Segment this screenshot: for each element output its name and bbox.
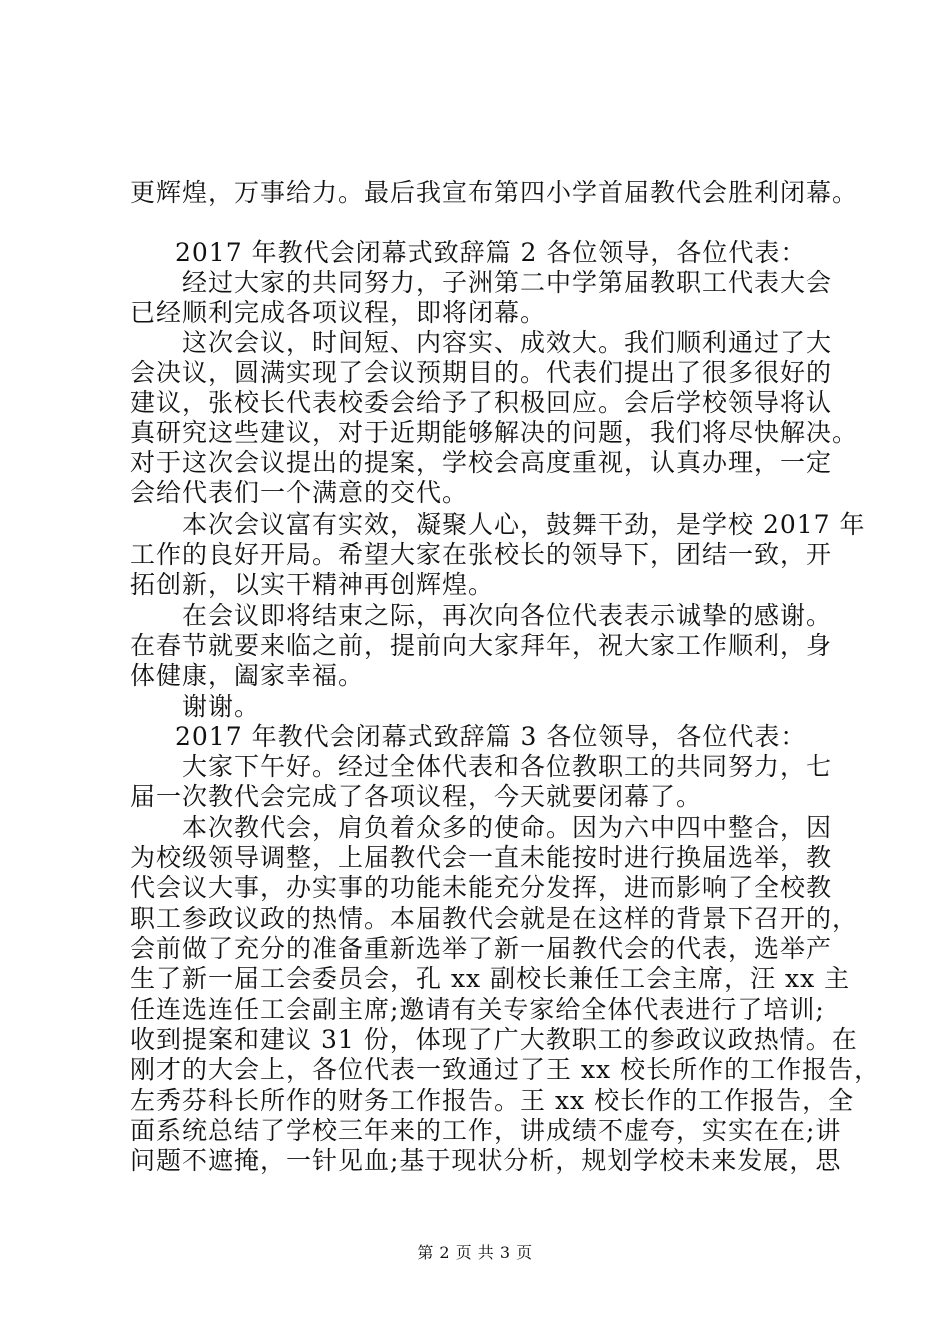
text-line: 更辉煌，万事给力。最后我宣布第四小学首届教代会胜利闭幕。 [130, 178, 859, 207]
text-line: 刚才的大会上，各位代表一致通过了王 xx 校长所作的工作报告， [130, 1055, 881, 1084]
page-footer: 第 2 页 共 3 页 [417, 1243, 533, 1262]
text-line: 收到提案和建议 31 份，体现了广大教职工的参政议政热情。在 [130, 1025, 858, 1054]
text-line: 大家下午好。经过全体代表和各位教职工的共同努力，七 [182, 752, 833, 781]
text-line: 为校级领导调整，上届教代会一直未能按时进行换届选举，教 [130, 843, 833, 872]
text-line: 面系统总结了学校三年来的工作，讲成绩不虚夸，实实在在;讲 [130, 1116, 842, 1145]
text-line: 拓创新，以实干精神再创辉煌。 [130, 570, 495, 599]
text-line: 真研究这些建议，对于近期能够解决的问题，我们将尽快解决。 [130, 418, 859, 447]
section-heading: 2017 年教代会闭幕式致辞篇 3 各位领导，各位代表： [175, 722, 807, 751]
text-line: 经过大家的共同努力，子洲第二中学第届教职工代表大会 [182, 268, 833, 297]
text-line: 本次会议富有实效，凝聚人心，鼓舞干劲，是学校 2017 年 [182, 510, 866, 539]
text-line: 会给代表们一个满意的交代。 [130, 478, 469, 507]
text-line: 在会议即将结束之际，再次向各位代表表示诚挚的感谢。 [182, 601, 833, 630]
text-line: 会前做了充分的准备重新选举了新一届教代会的代表，选举产 [130, 934, 833, 963]
text-line: 届一次教代会完成了各项议程，今天就要闭幕了。 [130, 782, 703, 811]
text-line: 体健康，阖家幸福。 [130, 661, 365, 690]
text-line: 本次教代会，肩负着众多的使命。因为六中四中整合，因 [182, 813, 833, 842]
text-line: 代会议大事，办实事的功能未能充分发挥，进而影响了全校教 [130, 873, 833, 902]
text-line: 左秀芬科长所作的财务工作报告。王 xx 校长作的工作报告，全 [130, 1086, 855, 1115]
text-line: 对于这次会议提出的提案，学校会高度重视，认真办理，一定 [130, 448, 833, 477]
section-heading: 2017 年教代会闭幕式致辞篇 2 各位领导，各位代表： [175, 238, 807, 267]
text-line: 任连选连任工会副主席;邀请有关专家给全体代表进行了培训; [130, 995, 825, 1024]
text-line: 在春节就要来临之前，提前向大家拜年，祝大家工作顺利，身 [130, 631, 833, 660]
text-line: 这次会议，时间短、内容实、成效大。我们顺利通过了大 [182, 328, 833, 357]
text-line: 谢谢。 [182, 692, 261, 721]
text-line: 会决议，圆满实现了会议预期目的。代表们提出了很多很好的 [130, 358, 833, 387]
text-line: 工作的良好开局。希望大家在张校长的领导下，团结一致，开 [130, 540, 833, 569]
text-line: 职工参政议政的热情。本届教代会就是在这样的背景下召开的， [130, 904, 859, 933]
text-line: 建议，张校长代表校委会给予了积极回应。会后学校领导将认 [130, 388, 833, 417]
text-line: 问题不遮掩，一针见血;基于现状分析，规划学校未来发展，思 [130, 1146, 842, 1175]
text-line: 已经顺利完成各项议程，即将闭幕。 [130, 298, 547, 327]
text-line: 生了新一届工会委员会，孔 xx 副校长兼任工会主席，汪 xx 主 [130, 964, 851, 993]
